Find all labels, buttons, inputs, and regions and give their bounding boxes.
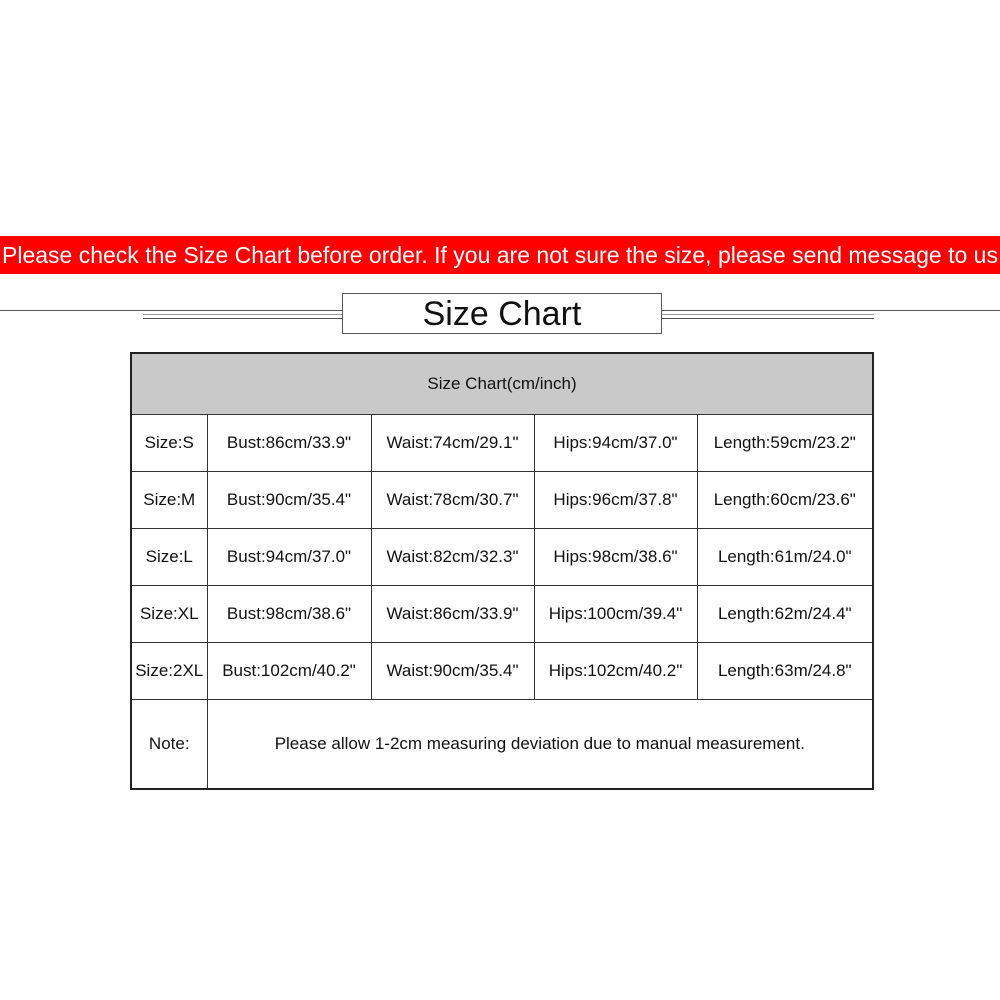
table-row [131, 472, 873, 529]
hips-cell: Hips:102cm/40.2" [534, 643, 697, 700]
table-header: Size Chart(cm/inch) [131, 353, 873, 415]
title-rule-right-lower [662, 318, 874, 319]
hips-cell: Hips:96cm/37.8" [534, 472, 697, 529]
notice-banner: Please check the Size Chart before order. If you are not sure the size, please send message to us [0, 236, 1000, 274]
waist-cell: Waist:74cm/29.1" [371, 415, 534, 472]
length-cell: Length:63m/24.8" [697, 643, 873, 700]
waist-cell: Waist:86cm/33.9" [371, 586, 534, 643]
note-label: Note: [131, 700, 207, 790]
table-header-row [131, 353, 873, 415]
length-cell: Length:62m/24.4" [697, 586, 873, 643]
size-chart-table [130, 352, 874, 790]
table-row [131, 415, 873, 472]
title-rule-left-lower [143, 318, 343, 319]
length-cell: Length:59cm/23.2" [697, 415, 873, 472]
bust-cell: Bust:102cm/40.2" [207, 643, 371, 700]
size-cell: Size:M [131, 472, 207, 529]
table-row [131, 529, 873, 586]
waist-cell: Waist:82cm/32.3" [371, 529, 534, 586]
length-cell: Length:61m/24.0" [697, 529, 873, 586]
page-title: Size Chart [342, 293, 662, 334]
title-rule-left [143, 314, 343, 315]
table-row [131, 586, 873, 643]
bust-cell: Bust:94cm/37.0" [207, 529, 371, 586]
hips-cell: Hips:98cm/38.6" [534, 529, 697, 586]
waist-cell: Waist:90cm/35.4" [371, 643, 534, 700]
waist-cell: Waist:78cm/30.7" [371, 472, 534, 529]
note-row [131, 700, 873, 790]
bust-cell: Bust:98cm/38.6" [207, 586, 371, 643]
bust-cell: Bust:86cm/33.9" [207, 415, 371, 472]
title-rule-right [662, 314, 874, 315]
hips-cell: Hips:100cm/39.4" [534, 586, 697, 643]
length-cell: Length:60cm/23.6" [697, 472, 873, 529]
size-cell: Size:S [131, 415, 207, 472]
size-cell: Size:2XL [131, 643, 207, 700]
hips-cell: Hips:94cm/37.0" [534, 415, 697, 472]
note-text: Please allow 1-2cm measuring deviation due to manual measurement. [207, 700, 873, 790]
size-cell: Size:XL [131, 586, 207, 643]
bust-cell: Bust:90cm/35.4" [207, 472, 371, 529]
size-cell: Size:L [131, 529, 207, 586]
table-row [131, 643, 873, 700]
